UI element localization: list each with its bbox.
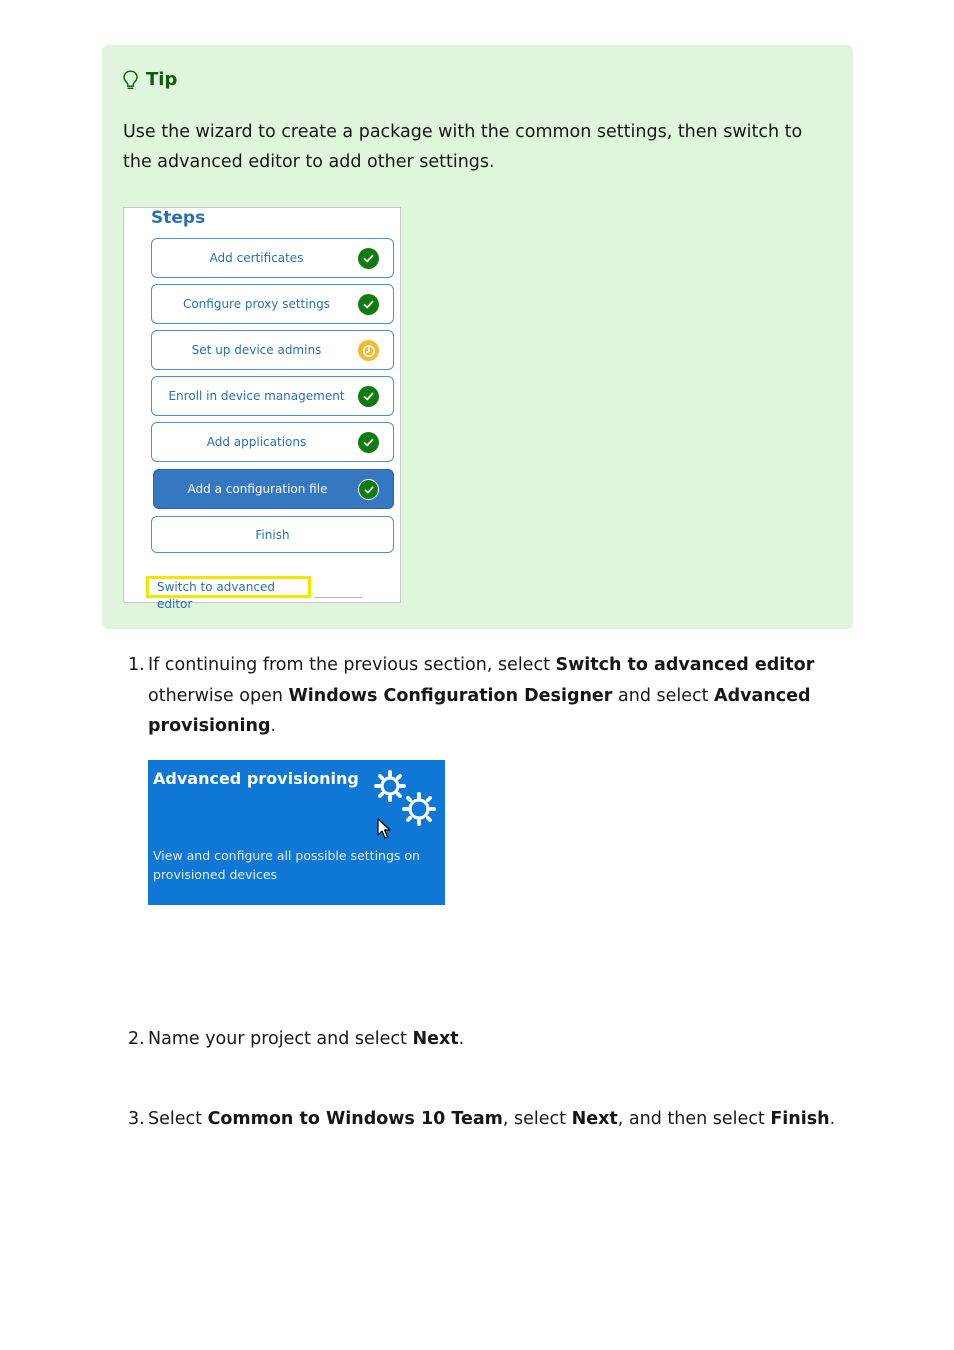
tile-description: View and configure all possible settings on provisioned devices bbox=[153, 848, 420, 882]
step-label: Add applications bbox=[206, 435, 307, 449]
check-icon bbox=[358, 479, 379, 500]
check-icon bbox=[358, 248, 379, 269]
ui-term: Common to Windows 10 Team bbox=[207, 1109, 503, 1129]
instruction-item-2 bbox=[128, 1024, 828, 1055]
check-icon bbox=[358, 386, 379, 407]
check-icon bbox=[358, 432, 379, 453]
ui-term: Switch to advanced editor bbox=[555, 655, 815, 675]
item-text: , and then select bbox=[617, 1109, 771, 1129]
step-configure-proxy[interactable] bbox=[151, 284, 394, 324]
item-text: and select bbox=[612, 685, 715, 706]
item-text: otherwise open bbox=[148, 685, 289, 706]
item-text: Select bbox=[148, 1109, 208, 1129]
step-add-certificates[interactable] bbox=[151, 238, 394, 278]
ui-term: Finish bbox=[770, 1109, 830, 1129]
tip-callout bbox=[102, 45, 853, 629]
ui-term: Windows Configuration Designer bbox=[288, 685, 613, 706]
step-device-admins[interactable] bbox=[151, 330, 394, 370]
clock-icon bbox=[358, 340, 379, 361]
cursor-icon bbox=[376, 818, 392, 840]
tip-text: Use the wizard to create a package with the common settings, then switch to the advanced editor to add other settings. bbox=[123, 122, 803, 172]
item-text: . bbox=[829, 1109, 836, 1129]
item-text: . bbox=[458, 1028, 465, 1049]
step-label: Configure proxy settings bbox=[182, 297, 331, 311]
lightbulb-icon bbox=[122, 70, 139, 90]
step-label: Add a configuration file bbox=[187, 482, 328, 496]
steps-title: Steps bbox=[151, 208, 206, 228]
advanced-provisioning-tile[interactable] bbox=[148, 760, 445, 905]
check-icon bbox=[358, 294, 379, 315]
divider bbox=[314, 597, 362, 598]
item-number: 2. bbox=[128, 1028, 145, 1049]
step-label: Add certificates bbox=[209, 251, 304, 265]
instruction-item-3 bbox=[128, 1104, 836, 1135]
item-number: 1. bbox=[128, 655, 145, 675]
step-finish[interactable] bbox=[151, 516, 394, 553]
tip-label: Tip bbox=[146, 69, 178, 90]
item-text: Name your project and select bbox=[148, 1028, 413, 1049]
step-label: Set up device admins bbox=[191, 343, 322, 357]
item-text: . bbox=[270, 716, 277, 736]
step-add-applications[interactable] bbox=[151, 422, 394, 462]
ui-term: Advanced provisioning bbox=[148, 685, 811, 736]
ui-term: Next bbox=[571, 1109, 618, 1129]
step-label: Finish bbox=[255, 527, 290, 542]
switch-to-advanced-editor-link[interactable]: Switch to advanced editor bbox=[146, 576, 311, 598]
tile-title: Advanced provisioning bbox=[153, 769, 359, 788]
tip-heading bbox=[122, 69, 177, 90]
step-enroll-management[interactable] bbox=[151, 376, 394, 416]
item-number: 3. bbox=[128, 1109, 145, 1129]
item-text: If continuing from the previous section, select bbox=[148, 655, 556, 675]
step-label: Enroll in device management bbox=[168, 389, 345, 403]
step-add-configuration-file[interactable] bbox=[153, 469, 394, 509]
wizard-steps-screenshot bbox=[123, 207, 401, 611]
ui-term: Next bbox=[412, 1028, 459, 1049]
instruction-item-1 bbox=[128, 650, 828, 742]
item-text: , select bbox=[502, 1109, 572, 1129]
